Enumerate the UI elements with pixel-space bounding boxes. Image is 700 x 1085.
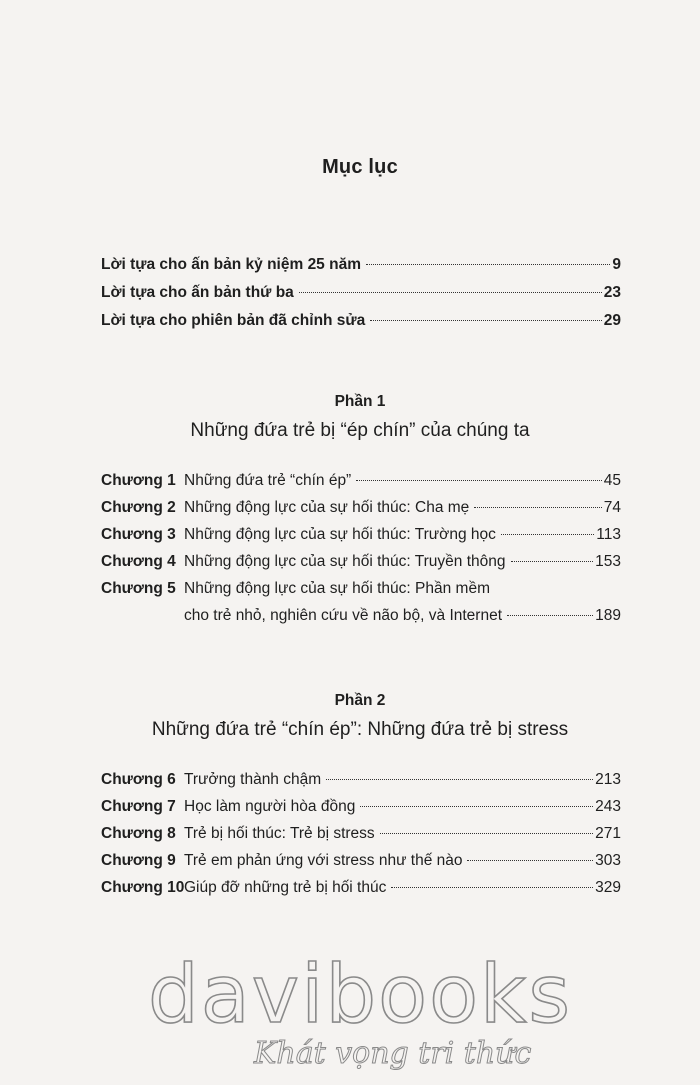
chapter-number: Chương 3	[101, 526, 176, 543]
chapter-number: Chương 4	[101, 553, 176, 570]
entry-title: Lời tựa cho ấn bản kỷ niệm 25 năm	[101, 256, 361, 273]
page-number: 45	[603, 472, 621, 489]
leader-dots	[360, 806, 593, 807]
part-number: Phần 2	[334, 692, 386, 709]
page-number: 74	[603, 499, 621, 516]
chapter-title: Giúp đỡ những trẻ bị hối thúc	[184, 879, 387, 896]
chapter-number: Chương 10	[101, 879, 185, 896]
chapter-number: Chương 8	[101, 825, 176, 842]
chapter-number: Chương 5	[101, 580, 176, 597]
chapter-entry-continuation[interactable]	[101, 607, 621, 634]
chapter-entry[interactable]	[101, 879, 621, 906]
page-number: 9	[612, 256, 621, 273]
toc-entry[interactable]	[101, 284, 621, 312]
entry-title: Lời tựa cho phiên bản đã chỉnh sửa	[101, 312, 366, 329]
chapter-number: Chương 1	[101, 472, 176, 489]
leader-dots	[380, 833, 593, 834]
chapter-entry[interactable]	[101, 771, 621, 798]
chapter-number: Chương 9	[101, 852, 176, 869]
page-number: 189	[595, 607, 621, 624]
leader-dots	[474, 507, 601, 508]
chapter-entry[interactable]	[101, 580, 621, 607]
leader-dots	[501, 534, 594, 535]
chapter-title: Những động lực của sự hối thúc: Trường học	[184, 526, 496, 543]
chapter-entry[interactable]	[101, 798, 621, 825]
toc-entry[interactable]	[101, 312, 621, 340]
watermark-logo: davibooks	[148, 948, 573, 1041]
chapter-title: Học làm người hòa đồng	[184, 798, 356, 815]
chapter-entry[interactable]	[101, 852, 621, 879]
chapter-title: Những động lực của sự hối thúc: Cha mẹ	[184, 499, 470, 516]
part-2-heading	[0, 692, 700, 741]
page-number: 153	[595, 553, 621, 570]
part-1-heading	[0, 393, 700, 442]
leader-dots	[299, 292, 602, 293]
chapter-number: Chương 7	[101, 798, 176, 815]
chapter-number: Chương 2	[101, 499, 176, 516]
page-number: 329	[595, 879, 621, 896]
chapter-entry[interactable]	[101, 499, 621, 526]
page-number: 113	[596, 526, 621, 543]
page-number: 271	[595, 825, 621, 842]
chapter-entry[interactable]	[101, 472, 621, 499]
page-number: 303	[595, 852, 621, 869]
leader-dots	[511, 561, 594, 562]
part-1-chapter-list	[101, 472, 621, 634]
part-title: Những đứa trẻ “chín ép”: Những đứa trẻ bị stress	[151, 719, 569, 740]
part-number: Phần 1	[334, 393, 386, 410]
chapter-entry[interactable]	[101, 825, 621, 852]
chapter-number: Chương 6	[101, 771, 176, 788]
leader-dots	[326, 779, 593, 780]
leader-dots	[467, 860, 593, 861]
chapter-title: Những đứa trẻ “chín ép”	[184, 472, 352, 489]
leader-dots	[366, 264, 610, 265]
page-number: 213	[595, 771, 621, 788]
chapter-title-line-2: cho trẻ nhỏ, nghiên cứu về não bộ, và Internet	[184, 607, 503, 624]
page-number: 23	[603, 284, 621, 301]
chapter-entry[interactable]	[101, 553, 621, 580]
leader-dots	[370, 320, 601, 321]
page-number: 29	[603, 312, 621, 329]
chapter-title: Trẻ bị hối thúc: Trẻ bị stress	[184, 825, 375, 842]
chapter-title: Trưởng thành chậm	[184, 771, 322, 788]
chapter-title: Trẻ em phản ứng với stress như thế nào	[184, 852, 463, 869]
part-2-chapter-list	[101, 771, 621, 906]
part-title: Những đứa trẻ bị “ép chín” của chúng ta	[190, 420, 530, 441]
entry-title: Lời tựa cho ấn bản thứ ba	[101, 284, 294, 301]
leader-dots	[507, 615, 593, 616]
chapter-title: Những động lực của sự hối thúc: Truyền thông	[184, 553, 506, 570]
page-title: Mục lục	[322, 156, 398, 178]
watermark-tagline: Khát vọng tri thức	[254, 1036, 532, 1071]
front-matter-list	[101, 256, 621, 340]
page-number: 243	[595, 798, 621, 815]
chapter-entry[interactable]	[101, 526, 621, 553]
chapter-title: Những động lực của sự hối thúc: Phần mềm	[184, 580, 490, 597]
toc-entry[interactable]	[101, 256, 621, 284]
leader-dots	[356, 480, 602, 481]
leader-dots	[391, 887, 593, 888]
